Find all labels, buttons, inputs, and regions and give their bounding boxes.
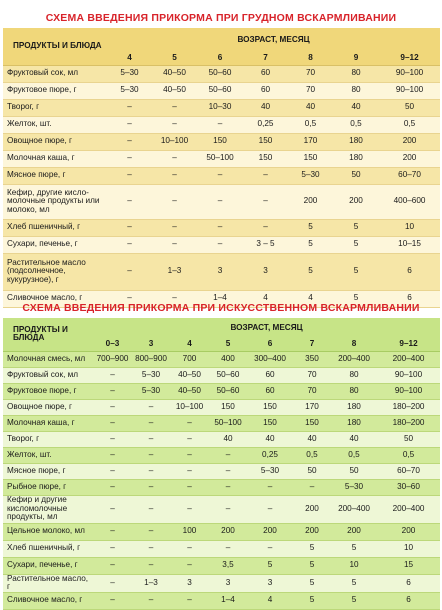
table-row <box>3 116 440 133</box>
amount-cell: 50–60 <box>197 65 243 82</box>
amount-cell: – <box>152 236 197 253</box>
amount-cell: 50–60 <box>197 82 243 99</box>
table-row <box>3 399 440 415</box>
amount-cell: 40 <box>333 99 379 116</box>
amount-cell: – <box>132 495 170 523</box>
amount-cell: 150 <box>243 133 288 150</box>
amount-cell: 700 <box>170 351 209 367</box>
amount-cell: – <box>107 167 152 184</box>
amount-cell: 40–50 <box>152 82 197 99</box>
amount-cell: 200 <box>331 523 377 540</box>
amount-cell: 3 <box>209 574 247 592</box>
product-label: Сливочное масло, г <box>3 290 107 307</box>
amount-cell: 0,25 <box>243 116 288 133</box>
amount-cell: 200 <box>379 150 440 167</box>
amount-cell: 200 <box>293 523 331 540</box>
amount-cell: 5–30 <box>132 367 170 383</box>
amount-cell: – <box>152 219 197 236</box>
table-row <box>3 495 440 523</box>
amount-cell: 50–100 <box>197 150 243 167</box>
amount-cell: – <box>132 479 170 495</box>
amount-cell: 50 <box>333 167 379 184</box>
amount-cell: – <box>152 167 197 184</box>
amount-cell: 0,5 <box>333 116 379 133</box>
table-row <box>3 133 440 150</box>
amount-cell: – <box>107 253 152 290</box>
amount-cell: 1–4 <box>209 592 247 609</box>
amount-cell: 5 <box>293 574 331 592</box>
amount-cell: 180 <box>333 133 379 150</box>
month-header: 4 <box>170 338 209 351</box>
amount-cell: 400 <box>209 351 247 367</box>
amount-cell: 40–50 <box>170 367 209 383</box>
amount-cell: 5–30 <box>288 167 333 184</box>
amount-cell: 90–100 <box>379 65 440 82</box>
table-row <box>3 65 440 82</box>
amount-cell: 180–200 <box>377 399 440 415</box>
product-label: Мясное пюре, г <box>3 463 93 479</box>
header-products: ПРОДУКТЫ И БЛЮДА <box>3 28 107 65</box>
table-formula-feeding-schedule <box>3 318 440 610</box>
amount-cell: 150 <box>247 415 293 431</box>
table-row <box>3 150 440 167</box>
amount-cell: 150 <box>243 150 288 167</box>
amount-cell: 10 <box>331 557 377 574</box>
amount-cell: 300–400 <box>247 351 293 367</box>
amount-cell: 5 <box>288 219 333 236</box>
amount-cell: – <box>93 447 132 463</box>
product-label: Желток, шт. <box>3 116 107 133</box>
amount-cell: – <box>152 116 197 133</box>
amount-cell: 0,5 <box>288 116 333 133</box>
amount-cell: 60 <box>247 367 293 383</box>
product-label: Овощное пюре, г <box>3 133 107 150</box>
amount-cell: 170 <box>288 133 333 150</box>
amount-cell: – <box>209 495 247 523</box>
amount-cell: – <box>93 495 132 523</box>
amount-cell: – <box>197 116 243 133</box>
month-header: 0–3 <box>93 338 132 351</box>
amount-cell: 0,25 <box>247 447 293 463</box>
product-label: Хлеб пшеничный, г <box>3 540 93 557</box>
amount-cell: – <box>107 236 152 253</box>
table-row <box>3 82 440 99</box>
product-label: Желток, шт. <box>3 447 93 463</box>
amount-cell: 15 <box>377 557 440 574</box>
amount-cell: – <box>170 592 209 609</box>
table-row <box>3 167 440 184</box>
amount-cell: – <box>152 99 197 116</box>
amount-cell: 5–30 <box>132 383 170 399</box>
amount-cell: 5 <box>288 253 333 290</box>
amount-cell: 4 <box>288 290 333 307</box>
table-row <box>3 99 440 116</box>
amount-cell: – <box>93 574 132 592</box>
table-row <box>3 219 440 236</box>
amount-cell: 50 <box>377 431 440 447</box>
month-header: 9–12 <box>379 52 440 65</box>
amount-cell: 0,5 <box>331 447 377 463</box>
amount-cell: 60–70 <box>379 167 440 184</box>
amount-cell: 40–50 <box>152 65 197 82</box>
amount-cell: 200 <box>379 133 440 150</box>
amount-cell: 40 <box>288 99 333 116</box>
amount-cell: 3 – 5 <box>243 236 288 253</box>
amount-cell: 10–30 <box>197 99 243 116</box>
table-row <box>3 184 440 219</box>
amount-cell: 40–50 <box>170 383 209 399</box>
table-row <box>3 447 440 463</box>
table-row <box>3 351 440 367</box>
amount-cell: 3,5 <box>209 557 247 574</box>
amount-cell: 180 <box>333 150 379 167</box>
amount-cell: – <box>132 447 170 463</box>
amount-cell: 40 <box>331 431 377 447</box>
amount-cell: 180–200 <box>377 415 440 431</box>
month-header: 9 <box>333 52 379 65</box>
amount-cell: 1–3 <box>132 574 170 592</box>
amount-cell: 60 <box>243 65 288 82</box>
amount-cell: 90–100 <box>377 367 440 383</box>
table-row <box>3 367 440 383</box>
amount-cell: 5–30 <box>247 463 293 479</box>
amount-cell: – <box>170 447 209 463</box>
amount-cell: – <box>93 399 132 415</box>
amount-cell: 5 <box>333 219 379 236</box>
amount-cell: 10 <box>379 219 440 236</box>
month-header: 7 <box>293 338 331 351</box>
product-label: Растительное масло, г <box>3 574 93 592</box>
amount-cell: 80 <box>333 82 379 99</box>
amount-cell: 50–100 <box>209 415 247 431</box>
amount-cell: – <box>93 415 132 431</box>
amount-cell: – <box>93 523 132 540</box>
amount-cell: – <box>243 167 288 184</box>
amount-cell: 5 <box>333 236 379 253</box>
product-label: Молочная смесь, мл <box>3 351 93 367</box>
amount-cell: 5–30 <box>331 479 377 495</box>
product-label: Кефир и другие кисломолочные продукты, мл <box>3 495 93 523</box>
product-label: Хлеб пшеничный, г <box>3 219 107 236</box>
month-header: 9–12 <box>377 338 440 351</box>
amount-cell: 150 <box>288 150 333 167</box>
amount-cell: 200–400 <box>331 495 377 523</box>
amount-cell: 50–60 <box>209 367 247 383</box>
product-label: Творог, г <box>3 99 107 116</box>
amount-cell: – <box>132 523 170 540</box>
amount-cell: 200–400 <box>377 495 440 523</box>
amount-cell: 400–600 <box>379 184 440 219</box>
amount-cell: 10–100 <box>170 399 209 415</box>
table-row <box>3 236 440 253</box>
amount-cell: – <box>170 540 209 557</box>
amount-cell: – <box>152 150 197 167</box>
amount-cell: 10–15 <box>379 236 440 253</box>
amount-cell: 10 <box>377 540 440 557</box>
amount-cell: 5 <box>293 540 331 557</box>
amount-cell: – <box>93 383 132 399</box>
table-breastfeeding-schedule <box>3 28 440 308</box>
amount-cell: – <box>170 415 209 431</box>
amount-cell: 200 <box>288 184 333 219</box>
amount-cell: 60 <box>247 383 293 399</box>
amount-cell: 6 <box>379 253 440 290</box>
amount-cell: 150 <box>197 133 243 150</box>
amount-cell: – <box>107 116 152 133</box>
amount-cell: 90–100 <box>377 383 440 399</box>
amount-cell: 0,5 <box>377 447 440 463</box>
amount-cell: 50–60 <box>209 383 247 399</box>
section-title-formula-feeding: СХЕМА ВВЕДЕНИЯ ПРИКОРМА ПРИ ИСКУССТВЕННОМ ВСКАРМЛИВАНИИ <box>22 302 420 314</box>
amount-cell: – <box>132 399 170 415</box>
month-header: 5 <box>152 52 197 65</box>
amount-cell: – <box>197 219 243 236</box>
table-row <box>3 463 440 479</box>
product-label: Молочная каша, г <box>3 415 93 431</box>
amount-cell: – <box>107 290 152 307</box>
amount-cell: 5 <box>331 574 377 592</box>
product-label: Фруктовый сок, мл <box>3 367 93 383</box>
header-age-month: ВОЗРАСТ, МЕСЯЦ <box>93 318 440 338</box>
amount-cell: – <box>93 431 132 447</box>
amount-cell: 3 <box>197 253 243 290</box>
amount-cell: 5 <box>247 557 293 574</box>
amount-cell: – <box>93 479 132 495</box>
product-label: Фруктовый сок, мл <box>3 65 107 82</box>
amount-cell: – <box>93 557 132 574</box>
amount-cell: 80 <box>333 65 379 82</box>
amount-cell: 350 <box>293 351 331 367</box>
month-header: 8 <box>288 52 333 65</box>
amount-cell: – <box>152 184 197 219</box>
amount-cell: 70 <box>293 367 331 383</box>
amount-cell: 200 <box>209 523 247 540</box>
table-row <box>3 415 440 431</box>
amount-cell: 1–4 <box>197 290 243 307</box>
amount-cell: 90–100 <box>379 82 440 99</box>
amount-cell: – <box>132 557 170 574</box>
amount-cell: 6 <box>377 574 440 592</box>
amount-cell: – <box>170 431 209 447</box>
amount-cell: 200 <box>377 523 440 540</box>
product-label: Кефир, другие кисло-молочные продукты или молоко, мл <box>3 184 107 219</box>
amount-cell: 200–400 <box>331 351 377 367</box>
amount-cell: 50 <box>293 463 331 479</box>
month-header: 3 <box>132 338 170 351</box>
amount-cell: – <box>132 463 170 479</box>
amount-cell: 40 <box>247 431 293 447</box>
amount-cell: 70 <box>288 65 333 82</box>
table-row <box>3 383 440 399</box>
product-label: Сухари, печенье, г <box>3 557 93 574</box>
amount-cell: 100 <box>170 523 209 540</box>
amount-cell: – <box>170 463 209 479</box>
amount-cell: 200 <box>293 495 331 523</box>
table-row <box>3 557 440 574</box>
amount-cell: 5 <box>293 592 331 609</box>
amount-cell: – <box>293 479 331 495</box>
amount-cell: 5 <box>331 592 377 609</box>
amount-cell: 60–70 <box>377 463 440 479</box>
amount-cell: 40 <box>209 431 247 447</box>
product-label: Растительное масло (подсолнечное, кукурузное), г <box>3 253 107 290</box>
amount-cell: 50 <box>331 463 377 479</box>
amount-cell: 80 <box>331 367 377 383</box>
amount-cell: – <box>152 290 197 307</box>
amount-cell: 60 <box>243 82 288 99</box>
table-row <box>3 431 440 447</box>
amount-cell: 30–60 <box>377 479 440 495</box>
product-label: Рыбное пюре, г <box>3 479 93 495</box>
amount-cell: – <box>170 557 209 574</box>
amount-cell: 180 <box>331 415 377 431</box>
amount-cell: – <box>247 540 293 557</box>
amount-cell: 3 <box>243 253 288 290</box>
table-row <box>3 523 440 540</box>
amount-cell: 700–900 <box>93 351 132 367</box>
amount-cell: 800–900 <box>132 351 170 367</box>
amount-cell: – <box>209 479 247 495</box>
product-label: Овощное пюре, г <box>3 399 93 415</box>
amount-cell: 5 <box>331 540 377 557</box>
section-title-breastfeeding: СХЕМА ВВЕДЕНИЯ ПРИКОРМА ПРИ ГРУДНОМ ВСКАРМЛИВАНИИ <box>45 12 397 24</box>
amount-cell: – <box>247 479 293 495</box>
amount-cell: 6 <box>379 290 440 307</box>
amount-cell: 4 <box>247 592 293 609</box>
amount-cell: – <box>93 367 132 383</box>
amount-cell: 10–100 <box>152 133 197 150</box>
amount-cell: – <box>247 495 293 523</box>
amount-cell: – <box>132 415 170 431</box>
amount-cell: – <box>107 99 152 116</box>
amount-cell: 1–3 <box>152 253 197 290</box>
amount-cell: 3 <box>170 574 209 592</box>
amount-cell: 6 <box>377 592 440 609</box>
amount-cell: 200 <box>247 523 293 540</box>
amount-cell: 5 <box>293 557 331 574</box>
product-label: Фруктовое пюре, г <box>3 383 93 399</box>
amount-cell: 200 <box>333 184 379 219</box>
month-header: 4 <box>107 52 152 65</box>
amount-cell: – <box>93 592 132 609</box>
amount-cell: – <box>132 431 170 447</box>
product-label: Творог, г <box>3 431 93 447</box>
table-row <box>3 479 440 495</box>
amount-cell: 200–400 <box>377 351 440 367</box>
amount-cell: 180 <box>331 399 377 415</box>
header-products: ПРОДУКТЫ И БЛЮДА <box>3 318 93 351</box>
amount-cell: – <box>170 495 209 523</box>
amount-cell: 150 <box>247 399 293 415</box>
amount-cell: – <box>243 219 288 236</box>
amount-cell: 50 <box>379 99 440 116</box>
amount-cell: – <box>197 236 243 253</box>
month-header: 6 <box>247 338 293 351</box>
amount-cell: 5 <box>333 253 379 290</box>
amount-cell: – <box>93 463 132 479</box>
amount-cell: 80 <box>331 383 377 399</box>
month-header: 8 <box>331 338 377 351</box>
amount-cell: 3 <box>247 574 293 592</box>
amount-cell: 5–30 <box>107 65 152 82</box>
amount-cell: – <box>132 592 170 609</box>
table-row <box>3 540 440 557</box>
amount-cell: – <box>93 540 132 557</box>
amount-cell: – <box>243 184 288 219</box>
amount-cell: 170 <box>293 399 331 415</box>
month-header: 7 <box>243 52 288 65</box>
amount-cell: 0,5 <box>379 116 440 133</box>
amount-cell: – <box>209 463 247 479</box>
product-label: Сухари, печенье, г <box>3 236 107 253</box>
table-row <box>3 253 440 290</box>
table-row <box>3 574 440 592</box>
amount-cell: – <box>170 479 209 495</box>
product-label: Фруктовое пюре, г <box>3 82 107 99</box>
month-header: 5 <box>209 338 247 351</box>
amount-cell: 150 <box>293 415 331 431</box>
amount-cell: – <box>107 219 152 236</box>
amount-cell: – <box>209 540 247 557</box>
amount-cell: – <box>107 133 152 150</box>
month-header: 6 <box>197 52 243 65</box>
product-label: Молочная каша, г <box>3 150 107 167</box>
table-row <box>3 592 440 609</box>
amount-cell: 70 <box>288 82 333 99</box>
amount-cell: – <box>197 167 243 184</box>
amount-cell: – <box>209 447 247 463</box>
amount-cell: 40 <box>293 431 331 447</box>
product-label: Мясное пюре, г <box>3 167 107 184</box>
amount-cell: – <box>107 150 152 167</box>
product-label: Сливочное масло, г <box>3 592 93 609</box>
amount-cell: 5–30 <box>107 82 152 99</box>
amount-cell: – <box>107 184 152 219</box>
amount-cell: 5 <box>333 290 379 307</box>
amount-cell: 150 <box>209 399 247 415</box>
amount-cell: 70 <box>293 383 331 399</box>
product-label: Цельное молоко, мл <box>3 523 93 540</box>
amount-cell: 4 <box>243 290 288 307</box>
amount-cell: – <box>132 540 170 557</box>
amount-cell: 0,5 <box>293 447 331 463</box>
amount-cell: 5 <box>288 236 333 253</box>
header-age-month: ВОЗРАСТ, МЕСЯЦ <box>107 28 440 52</box>
amount-cell: – <box>197 184 243 219</box>
amount-cell: 40 <box>243 99 288 116</box>
